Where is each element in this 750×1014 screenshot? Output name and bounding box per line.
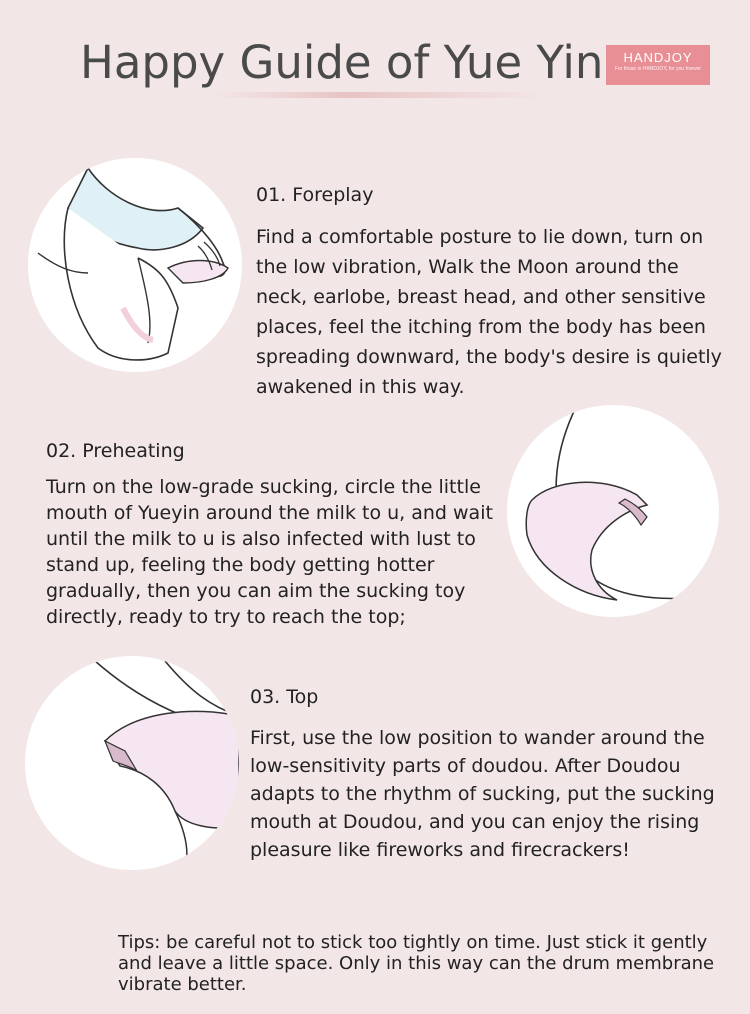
step-2-heading: 02. Preheating: [46, 440, 185, 462]
step-3-text: First, use the low position to wander around the low-sensitivity parts of doudou. After Doudou adapts to the rhythm of sucking, put the sucking mouth at Doudou, and you can enjoy the rising pleasure like fireworks and firecrackers!: [250, 727, 715, 861]
foreplay-illustration-icon: [28, 158, 242, 372]
step-2-text: Turn on the low-grade sucking, circle the little mouth of Yueyin around the milk to u, and wait until the milk to u is also infected with lust to stand up, feeling the body getting hotter gradually, then you can aim the sucking toy directly, ready to try to reach the top;: [46, 476, 493, 628]
preheating-illustration-icon: [507, 405, 719, 617]
step-1-text: Find a comfortable posture to lie down, turn on the low vibration, Walk the Moon around the neck, earlobe, breast head, and other sensitive places, feel the itching from the body has been spreading downward, the body's desire is quietly awakened in this way.: [256, 226, 722, 398]
brand-logo: [606, 45, 710, 85]
brand-slogan: For those in HANDJOY, for you forever: [614, 66, 702, 72]
brand-name: HANDJOY: [623, 50, 693, 65]
top-illustration-icon: [25, 656, 239, 870]
step-3-heading: 03. Top: [250, 686, 319, 708]
step-1-heading: 01. Foreplay: [256, 184, 374, 206]
page-title: Happy Guide of Yue Yin: [80, 36, 604, 89]
title-underline-decoration: [215, 92, 545, 98]
tips-text: Tips: be careful not to stick too tightly on time. Just stick it gently and leave a little space. Only in this way can the drum membrane vibrate better.: [118, 932, 715, 995]
